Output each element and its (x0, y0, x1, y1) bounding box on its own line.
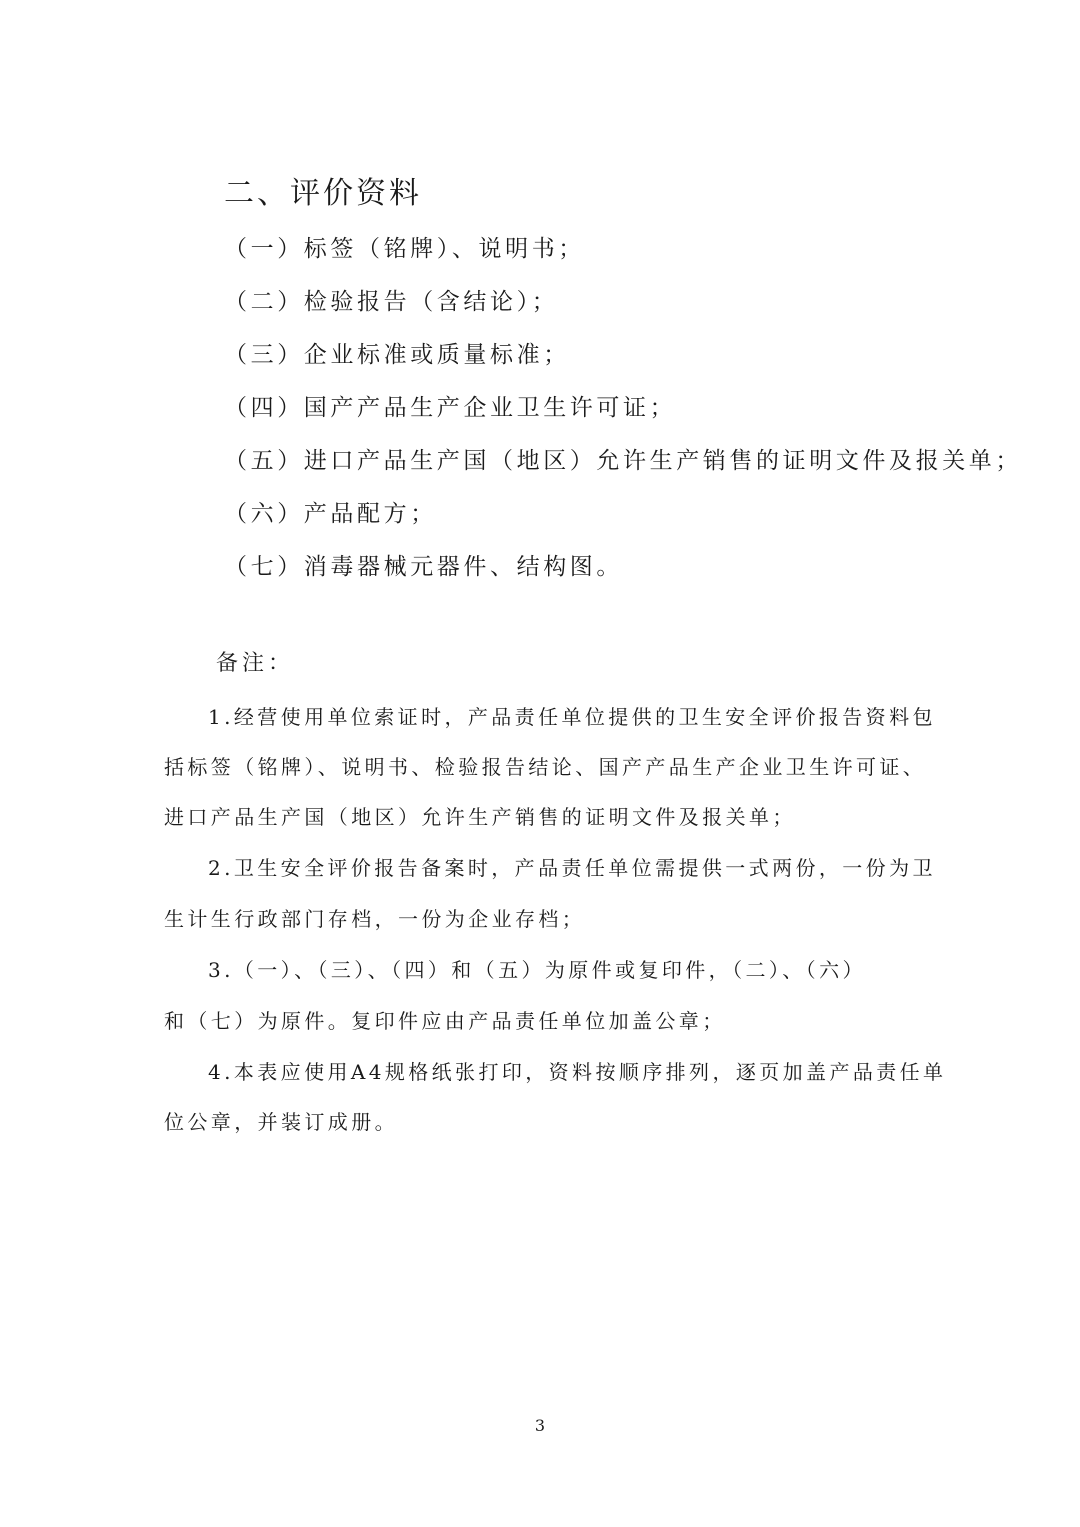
page-number: 3 (534, 1416, 546, 1435)
list-item: （四）国产产品生产企业卫生许可证； (224, 395, 677, 421)
remark-line: 4.本表应使用A4规格纸张打印，资料按顺序排列，逐页加盖产品责任单 (208, 1060, 947, 1084)
list-item: （二）检验报告（含结论）； (224, 289, 559, 315)
remark-line: 和（七）为原件。复印件应由产品责任单位加盖公章； (164, 1009, 726, 1033)
remark-line: 位公章，并装订成册。 (164, 1110, 398, 1134)
remark-line: 1.经营使用单位索证时，产品责任单位提供的卫生安全评价报告资料包 (208, 705, 936, 729)
list-item: （三）企业标准或质量标准； (224, 342, 570, 368)
section-title: 二、评价资料 (224, 176, 422, 211)
remark-line: 括标签（铭牌）、说明书、检验报告结论、国产产品生产企业卫生许可证、 (164, 755, 927, 779)
remark-line: 3.（一）、（三）、（四）和（五）为原件或复印件，（二）、（六） (208, 958, 866, 982)
remark-line: 进口产品生产国（地区）允许生产销售的证明文件及报关单； (164, 805, 796, 829)
list-item: （七）消毒器械元器件、结构图。 (224, 554, 623, 580)
remarks-title: 备注： (216, 651, 295, 676)
remark-line: 2.卫生安全评价报告备案时，产品责任单位需提供一式两份，一份为卫 (208, 856, 936, 880)
list-item: （六）产品配方； (224, 501, 437, 527)
list-item: （一）标签（铭牌）、说明书； (224, 236, 585, 262)
list-item: （五）进口产品生产国（地区）允许生产销售的证明文件及报关单； (224, 448, 1022, 474)
remark-line: 生计生行政部门存档，一份为企业存档； (164, 907, 586, 931)
